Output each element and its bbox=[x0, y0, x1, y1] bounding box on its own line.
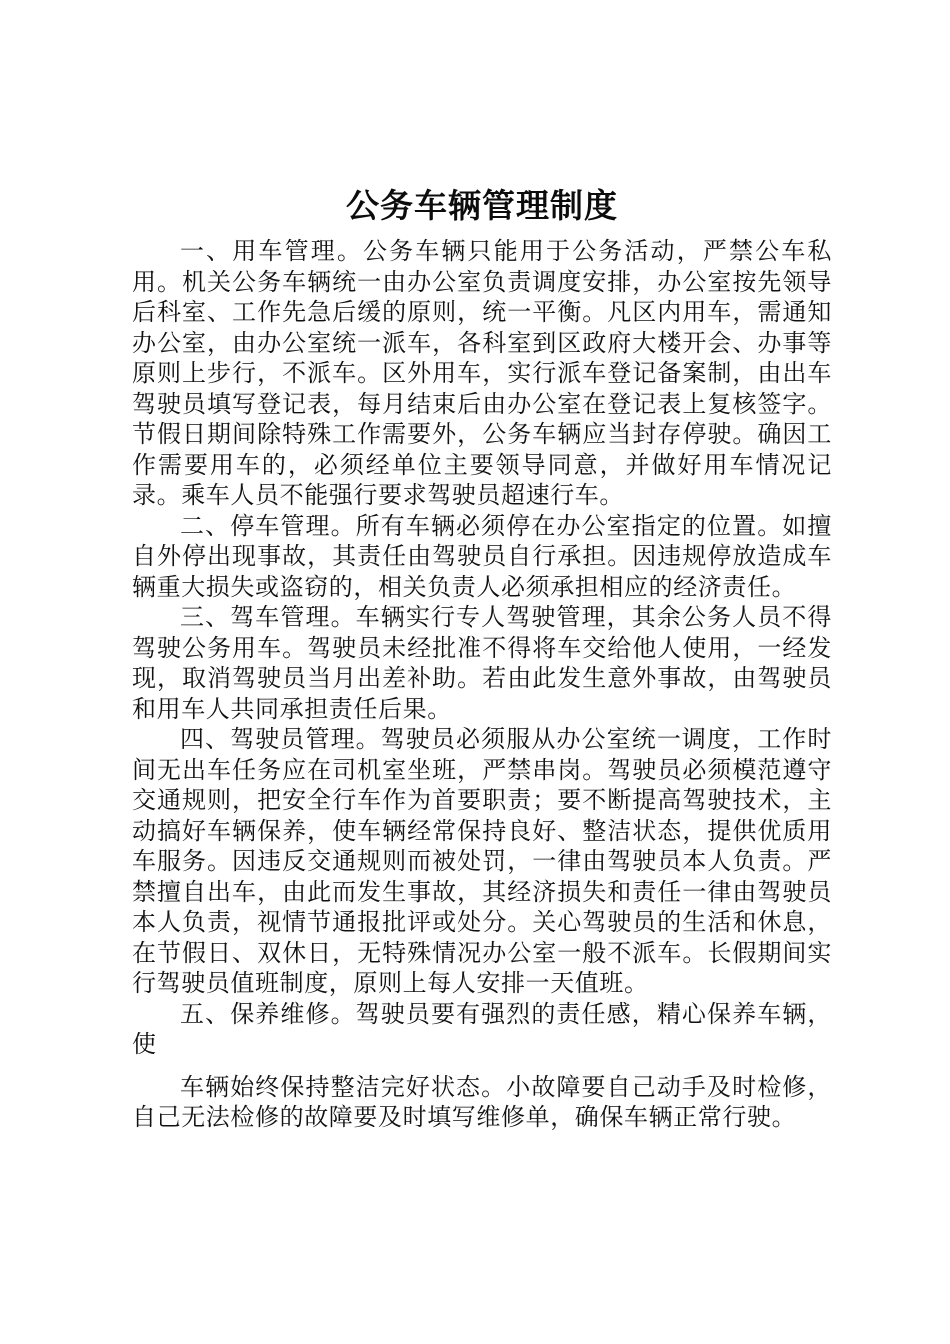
document-page bbox=[132, 178, 832, 1133]
paragraph-maintenance-continued: 车辆始终保持整洁完好状态。小故障要自己动手及时检修，自己无法检修的故障要及时填写维修单，确保车辆正常行驶。 bbox=[132, 1072, 832, 1131]
paragraph-parking: 二、停车管理。所有车辆必须停在办公室指定的位置。如擅自外停出现事故，其责任由驾驶员自行承担。因违规停放造成车辆重大损失或盗窃的，相关负责人必须承担相应的经济责任。 bbox=[132, 511, 832, 601]
document-title: 公务车辆管理制度 bbox=[346, 186, 618, 225]
paragraph-driver-management: 四、驾驶员管理。驾驶员必须服从办公室统一调度，工作时间无出车任务应在司机室坐班，严禁串岗。驾驶员必须模范遵守交通规则，把安全行车作为首要职责；要不断提高驾驶技术，主动搞好车辆保养，使车辆经常保持良好、整洁状态，提供优质用车服务。因违反交通规则而被处罚，一律由驾驶员本人负责。严禁擅自出车，由此而发生事故，其经济损失和责任一律由驾驶员本人负责，视情节通报批评或处分。关心驾驶员的生活和休息，在节假日、双休日，无特殊情况办公室一般不派车。长假期间实行驾驶员值班制度，原则上每人安排一天值班。 bbox=[132, 725, 832, 997]
paragraph-maintenance: 五、保养维修。驾驶员要有强烈的责任感，精心保养车辆，使 bbox=[132, 999, 832, 1058]
paragraph-driving: 三、驾车管理。车辆实行专人驾驶管理，其余公务人员不得驾驶公务用车。驾驶员未经批准不得将车交给他人使用，一经发现，取消驾驶员当月出差补助。若由此发生意外事故，由驾驶员和用车人共同承担责任后果。 bbox=[132, 603, 832, 723]
paragraph-vehicle-use: 一、用车管理。公务车辆只能用于公务活动，严禁公车私用。机关公务车辆统一由办公室负责调度安排，办公室按先领导后科室、工作先急后缓的原则，统一平衡。凡区内用车，需通知办公室，由办公室统一派车，各科室到区政府大楼开会、办事等原则上步行，不派车。区外用车，实行派车登记备案制，由出车驾驶员填写登记表，每月结束后由办公室在登记表上复核签字。节假日期间除特殊工作需要外，公务车辆应当封存停驶。确因工作需要用车的，必须经单位主要领导同意，并做好用车情况记录。乘车人员不能强行要求驾驶员超速行车。 bbox=[132, 237, 832, 509]
